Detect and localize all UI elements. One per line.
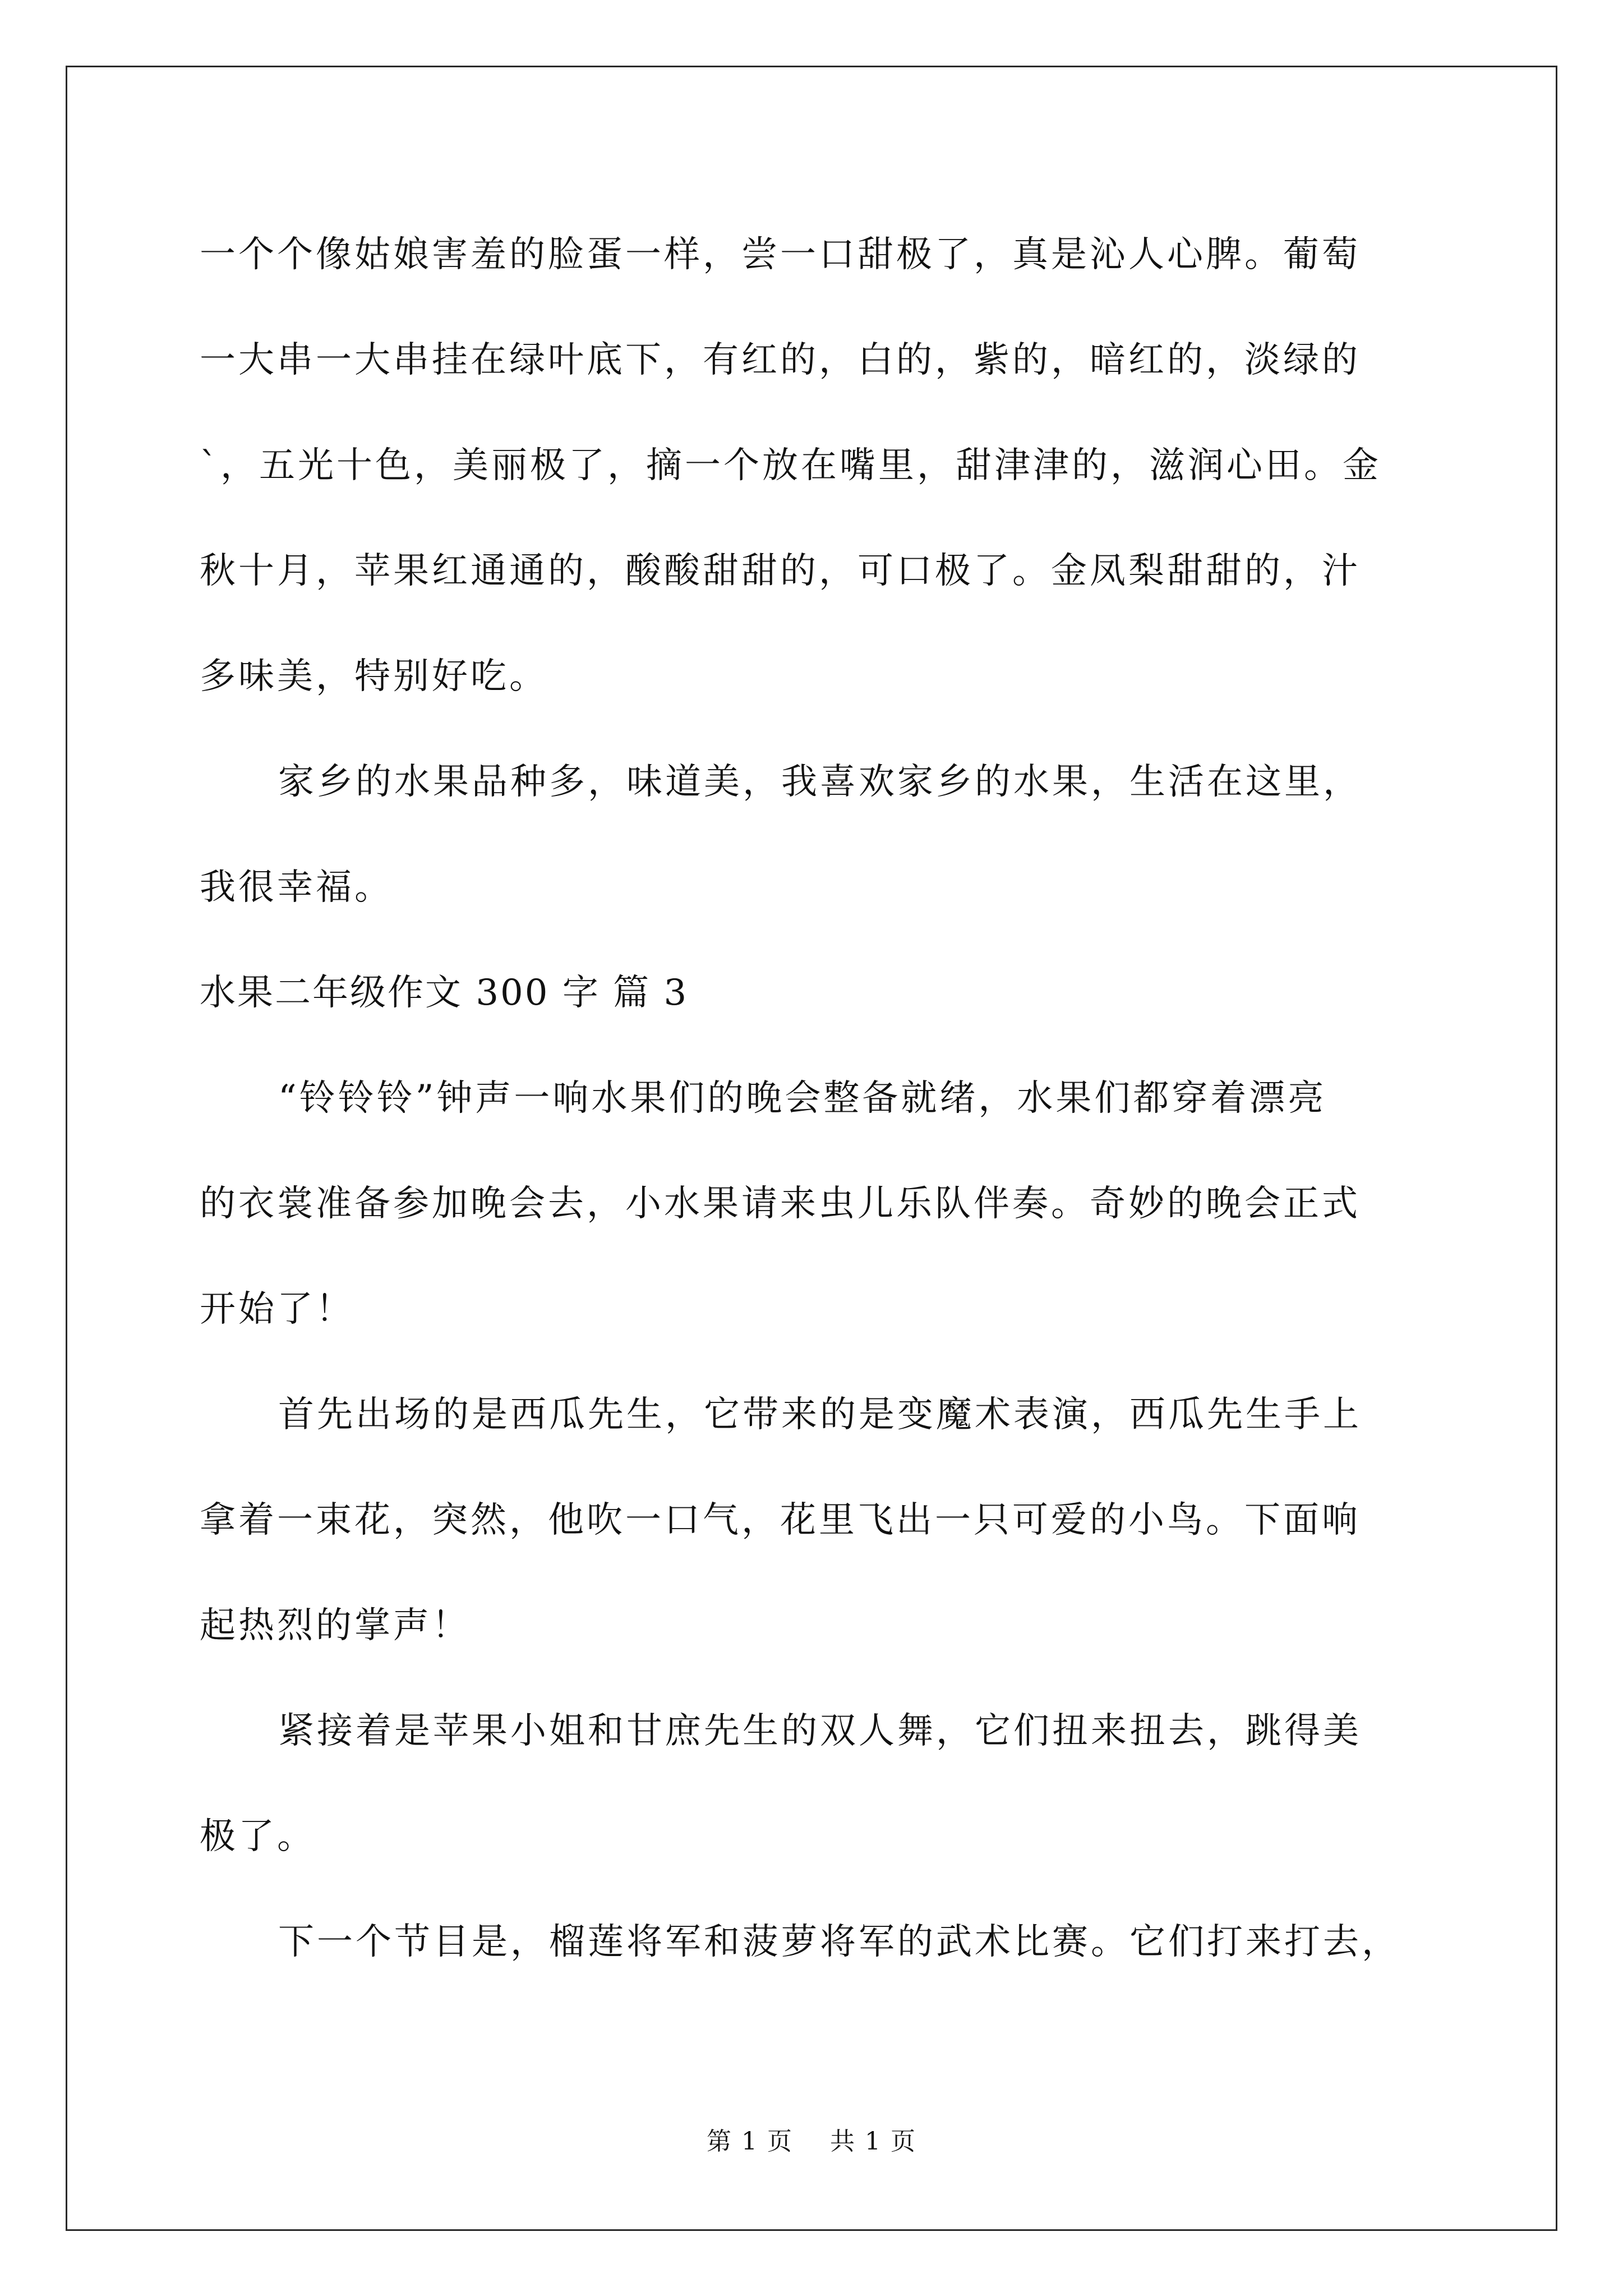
section-heading: 水果二年级作文 300 字 篇 3 <box>200 972 689 1014</box>
text-line-7: 我很幸福。 <box>200 867 393 908</box>
document-body <box>200 202 1439 1995</box>
text-line-9: “铃铃铃”钟声一响水果们的晚会整备就绪，水果们都穿着漂亮 <box>278 1078 1327 1119</box>
text-line-11: 开始了！ <box>200 1289 354 1330</box>
page-footer <box>0 2125 1623 2159</box>
text-line-10: 的衣裳准备参加晚会去，小水果请来虫儿乐队伴奏。奇妙的晚会正式 <box>200 1183 1361 1225</box>
text-line-14: 起热烈的掌声！ <box>200 1605 471 1646</box>
page-number-current: 第 1 页 <box>707 2127 793 2156</box>
text-line-17: 下一个节目是，榴莲将军和菠萝将军的武术比赛。它们打来打去， <box>278 1921 1400 1963</box>
text-line-2: 一大串一大串挂在绿叶底下，有红的，白的，紫的，暗红的，淡绿的 <box>200 339 1361 381</box>
text-line-15: 紧接着是苹果小姐和甘庶先生的双人舞，它们扭来扭去，跳得美 <box>278 1710 1362 1752</box>
text-line-1: 一个个像姑娘害羞的脸蛋一样，尝一口甜极了，真是沁人心脾。葡萄 <box>200 234 1361 275</box>
text-line-13: 拿着一束花，突然，他吹一口气，花里飞出一只可爱的小鸟。下面响 <box>200 1499 1361 1541</box>
text-line-12: 首先出场的是西瓜先生，它带来的是变魔术表演，西瓜先生手上 <box>278 1394 1362 1435</box>
page-number-total: 共 1 页 <box>830 2127 916 2156</box>
text-line-6: 家乡的水果品种多，味道美，我喜欢家乡的水果，生活在这里， <box>278 761 1362 803</box>
text-line-16: 极了。 <box>200 1816 316 1857</box>
text-line-3: `，五光十色，美丽极了，摘一个放在嘴里，甜津津的，滋润心田。金 <box>200 445 1381 486</box>
text-line-5: 多味美，特别好吃。 <box>200 656 548 697</box>
text-line-4: 秋十月，苹果红通通的，酸酸甜甜的，可口极了。金凤梨甜甜的，汁 <box>200 550 1361 592</box>
